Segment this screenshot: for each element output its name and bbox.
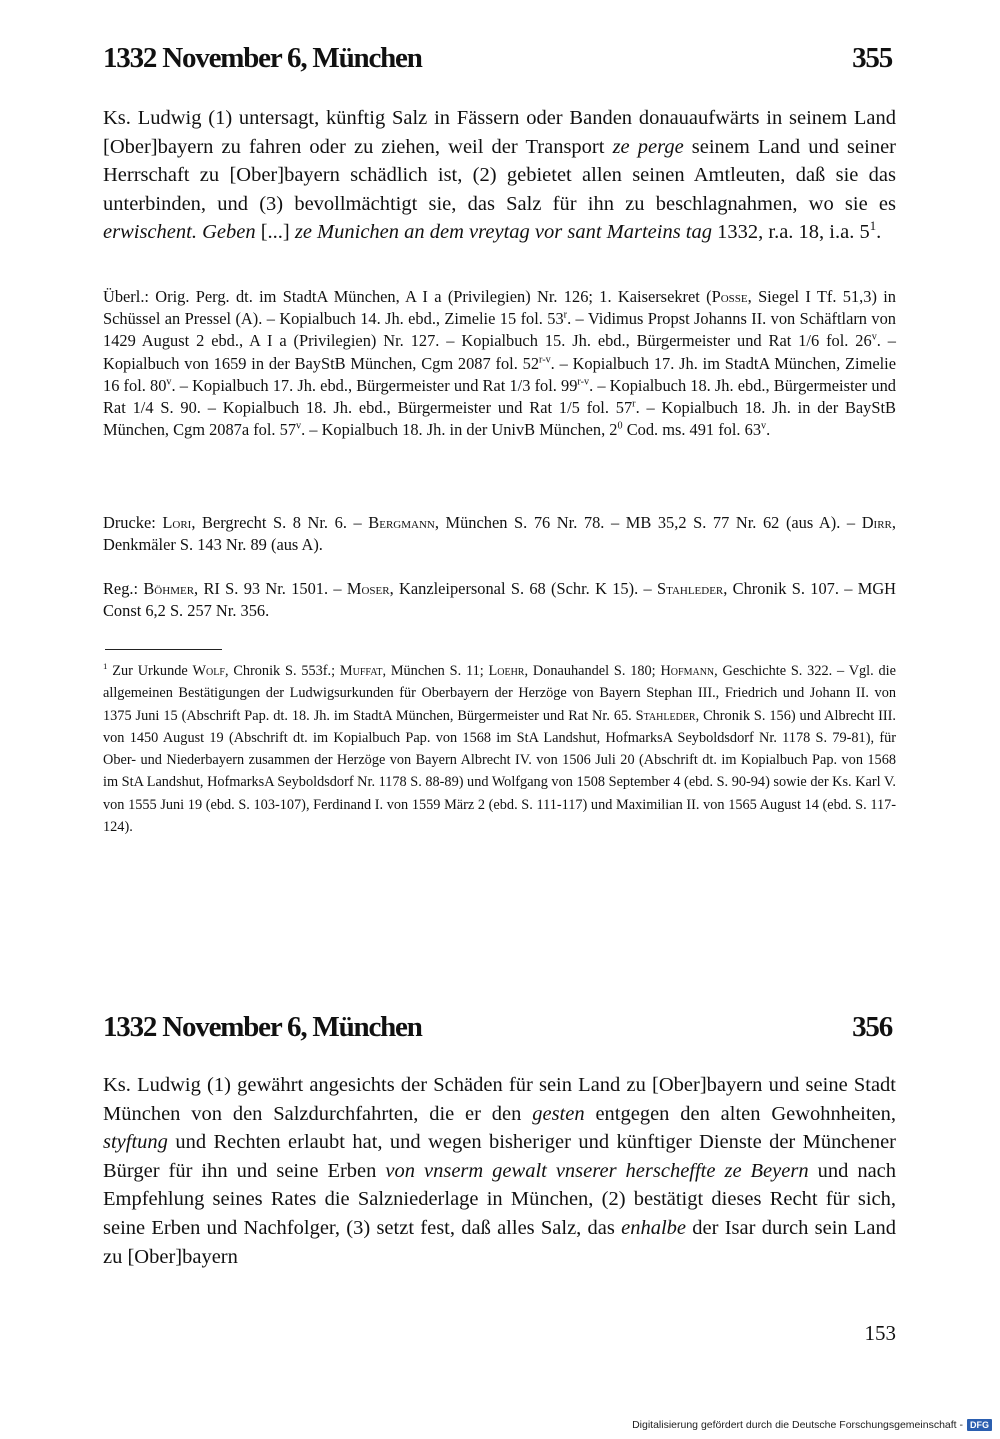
regest-text: Ks. Ludwig (1) gewährt angesichts der Schäden für sein Land zu [Ober]bayern und seine Stadt München von den Salzdurchfahrten, die er den gesten entgegen den alten Gewohnheiten, styftung und Rechten erlaubt hat, und wegen bisheriger und künftiger Dienste der Münchener Bürger für ihn und seine Erben von vnserm gewalt vnserer herscheffte ze Beyern und nach Empfehlung seines Rates die Salzniederlage in München, (2) bestätigt dieses Recht für sich, seine Erben und Nachfolger, (3) setzt fest, daß alles Salz, das enhalbe der Isar durch sein Land zu [Ober]bayern (103, 1074, 897, 1268)
page-number: 153 (864, 1321, 896, 1345)
footnote-ref: 1 (869, 219, 877, 234)
entry-date-place: 1332 November 6, München (103, 42, 422, 74)
regest-text: Ks. Ludwig (1) untersagt, künftig Salz in Fässern oder Banden donauaufwärts in seinem Land [Ober]bayern zu fahren oder zu ziehen, weil der Transport ze perge seinem Land und seiner Herrschaft zu [Ober]bayern schädlich ist, (2) gebietet allen seinen Amtleuten, daß sie das unterbinden, und (3) bevollmächtigt sie, das Salz für ihn zu beschlagnahmen, wo sie es erwischent. Geben [...] ze Munichen an dem vreytag vor sant Marteins tag 1332, r.a. 18, i.a. $5^1$. (103, 107, 896, 244)
prints-note: Drucke: Lori, Bergrecht S. 8 Nr. 6. – Bergmann, München S. 76 Nr. 78. – MB 35,2 S. 77 Nr. 62 (aus A). – Dirr, Denkmäler S. 143 Nr. 89 (aus A). (103, 513, 896, 555)
entry-date-place: 1332 November 6, München (103, 1011, 422, 1043)
tradition-note: Überl.: Orig. Perg. dt. im StadtA München, A I a (Privilegien) Nr. 126; 1. Kaisersekret (Posse, Siegel I Tf. 51,3) in Schüssel an Pressel (A). – Kopialbuch 14. Jh. ebd., Zimelie 15 fol. 53$^r$. – Vidimus Propst Johanns II. von Schäftlarn von 1429 August 2 ebd., A I a (Privilegien) Nr. 127. – Kopialbuch 15. Jh. ebd., Bürgermeister und Rat 1/6 fol. 26$^v$. – Kopialbuch von 1659 in der BayStB München, Cgm 2087 fol. 52$^{r-v}$. – Kopialbuch 17. Jh. im StadtA München, Zimelie 16 fol. 80$^v$. – Kopialbuch 17. Jh. ebd., Bürgermeister und Rat 1/3 fol. 99$^{r-v}$. – Kopialbuch 18. Jh. ebd., Bürgermeister und Rat 1/4 S. 90. – Kopialbuch 18. Jh. ebd., Bürgermeister und Rat 1/5 fol. 57$^r$. – Kopialbuch 18. Jh. in der BayStB München, Cgm 2087a fol. 57$^v$. – Kopialbuch 18. Jh. in der UnivB München, $2^0$ Cod. ms. 491 fol. 63$^v$. (103, 287, 896, 440)
footnote-marker: 1 (103, 661, 108, 672)
regesta-note: Reg.: Böhmer, RI S. 93 Nr. 1501. – Moser, Kanzleipersonal S. 68 (Schr. K 15). – Stahleder, Chronik S. 107. – MGH Const 6,2 S. 257 Nr. 356. (103, 579, 896, 621)
funding-credit-text: Digitalisierung gefördert durch die Deutsche Forschungsgemeinschaft - (632, 1419, 963, 1431)
funding-credit (632, 1419, 992, 1431)
entry-number: 356 (852, 1011, 892, 1043)
footnote-divider (105, 649, 222, 650)
dfg-logo-icon: DFG (967, 1419, 992, 1431)
entry-heading-355 (103, 42, 892, 75)
footnote: $^1$ Zur Urkunde Wolf, Chronik S. 553f.; Muffat, München S. 11; Loehr, Donauhandel S. 180; Hofmann, Geschichte S. 322. – Vgl. die allgemeinen Bestätigungen der Ludwigsurkunden für Oberbayern der Herzöge von Bayern Stephan III., Friedrich und Johann II. von 1375 Juni 15 (Abschrift Pap. dt. 18. Jh. im StadtA München, Bürgermeister und Rat Nr. 65. Stahleder, Chronik S. 156) und Albrecht III. von 1450 August 19 (Abschrift dt. im Kopialbuch Pap. von 1568 im StA Landshut, HofmarksA Seyboldsdorf Nr. 1178 S. 79-81), für Ober- und Niederbayern zusammen der Herzöge von Bayern Albrecht IV. von 1506 Juli 20 (Abschrift dt. im Kopialbuch Pap. von 1568 im StA Landshut, HofmarksA Seyboldsdorf Nr. 1178 S. 88-89) und Wolfgang von 1508 September 4 (ebd. S. 90-94) sowie der Ks. Karl V. von 1555 Juni 19 (ebd. S. 103-107), Ferdinand I. von 1559 März 2 (ebd. S. 111-117) und Maximilian II. von 1565 August 14 (ebd. S. 117-124). (103, 661, 897, 836)
entry-number: 355 (852, 42, 892, 74)
entry-heading-356 (103, 1011, 892, 1044)
